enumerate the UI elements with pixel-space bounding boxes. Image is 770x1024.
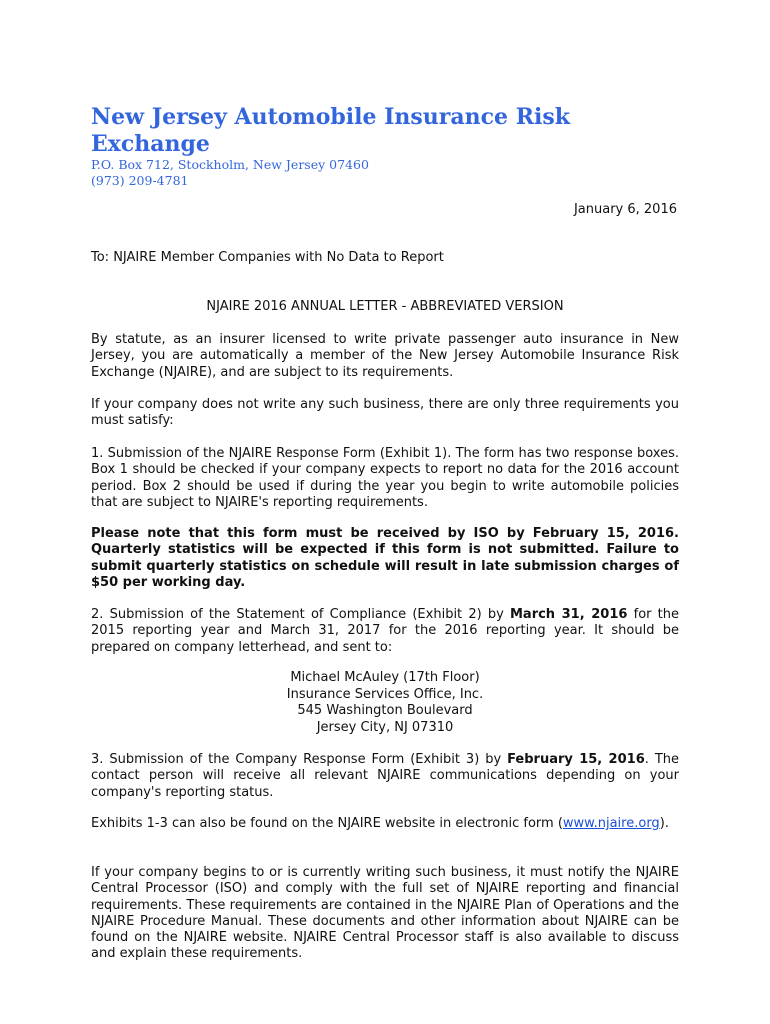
mail-name: Michael McAuley (17th Floor) [290,670,480,685]
company-response-after: . The contact person will receive all relevant NJAIRE communications depending on your company's reporting status. [91,752,679,800]
njaire-website-link[interactable]: www.njaire.org [562,816,660,831]
compliance-deadline: March 31, 2016 [509,607,628,622]
paragraph-response-form: 1. Submission of the NJAIRE Response Form (Exhibit 1). The form has two response boxes. Box 1 should be checked if your company expects to report no data for the 2016 account period. Box 2 should be used if during the year you begin to write automobile policies that are subject to NJAIRE's reporting requirements. [91,446,679,510]
letterhead-address [91,157,369,188]
paragraph-website [91,816,679,832]
mail-company: Insurance Services Office, Inc. [286,686,484,702]
letter-title: NJAIRE 2016 ANNUAL LETTER - ABBREVIATED VERSION [206,299,564,314]
deadline-notice-text: Please note that this form must be received by ISO by February 15, 2016. Quarterly statistics will be expected if this form is not submitted. Failure to submit quarterly statistics on schedule will result in late submission charges of $50 per working day. [91,526,679,590]
paragraph-requirements-intro: If your company does not write any such business, there are only three requirements you must satisfy: [91,397,679,429]
paragraph-statute: By statute, as an insurer licensed to write private passenger auto insurance in New Jersey, you are automatically a member of the New Jersey Automobile Insurance Risk Exchange (NJAIRE), and are subject to its requirements. [91,332,679,380]
paragraph-company-response [91,752,679,801]
compliance-text-after: for the 2015 reporting year and March 31, 2017 for the 2016 reporting year. It should be prepared on company letterhead, and sent to: [91,607,680,655]
address-line: P.O. Box 712, Stockholm, New Jersey 07460 [91,157,369,172]
org-name: New Jersey Automobile Insurance Risk Exchange [91,104,570,157]
website-text-after: ). [659,816,669,831]
company-response-deadline: February 15, 2016 [507,752,645,767]
mail-street: 545 Washington Boulevard [297,703,473,718]
paragraph-writing-business: If your company begins to or is currently writing such business, it must notify the NJAIRE Central Processor (ISO) and comply with the full set of NJAIRE reporting and financial requirements. These requirements are contained in the NJAIRE Plan of Operations and the NJAIRE Procedure Manual. These documents and other information about NJAIRE can be found on the NJAIRE website. NJAIRE Central Processor staff is also available to discuss and explain these requirements. [91,865,679,962]
website-text-before: Exhibits 1-3 can also be found on the NJAIRE website in electronic form ( [91,816,563,831]
company-response-before: 3. Submission of the Company Response Form (Exhibit 3) by [91,752,508,767]
to-line: To: NJAIRE Member Companies with No Data to Report [91,250,444,265]
paragraph-deadline-notice [91,526,679,591]
letter-page [91,0,679,1024]
paragraph-compliance [91,607,679,656]
compliance-text-before: 2. Submission of the Statement of Compliance (Exhibit 2) by [91,607,510,622]
phone-line: (973) 209-4781 [91,172,189,188]
mailing-address [91,670,679,736]
mail-city: Jersey City, NJ 07310 [316,719,454,735]
letter-date: January 6, 2016 [573,202,677,217]
